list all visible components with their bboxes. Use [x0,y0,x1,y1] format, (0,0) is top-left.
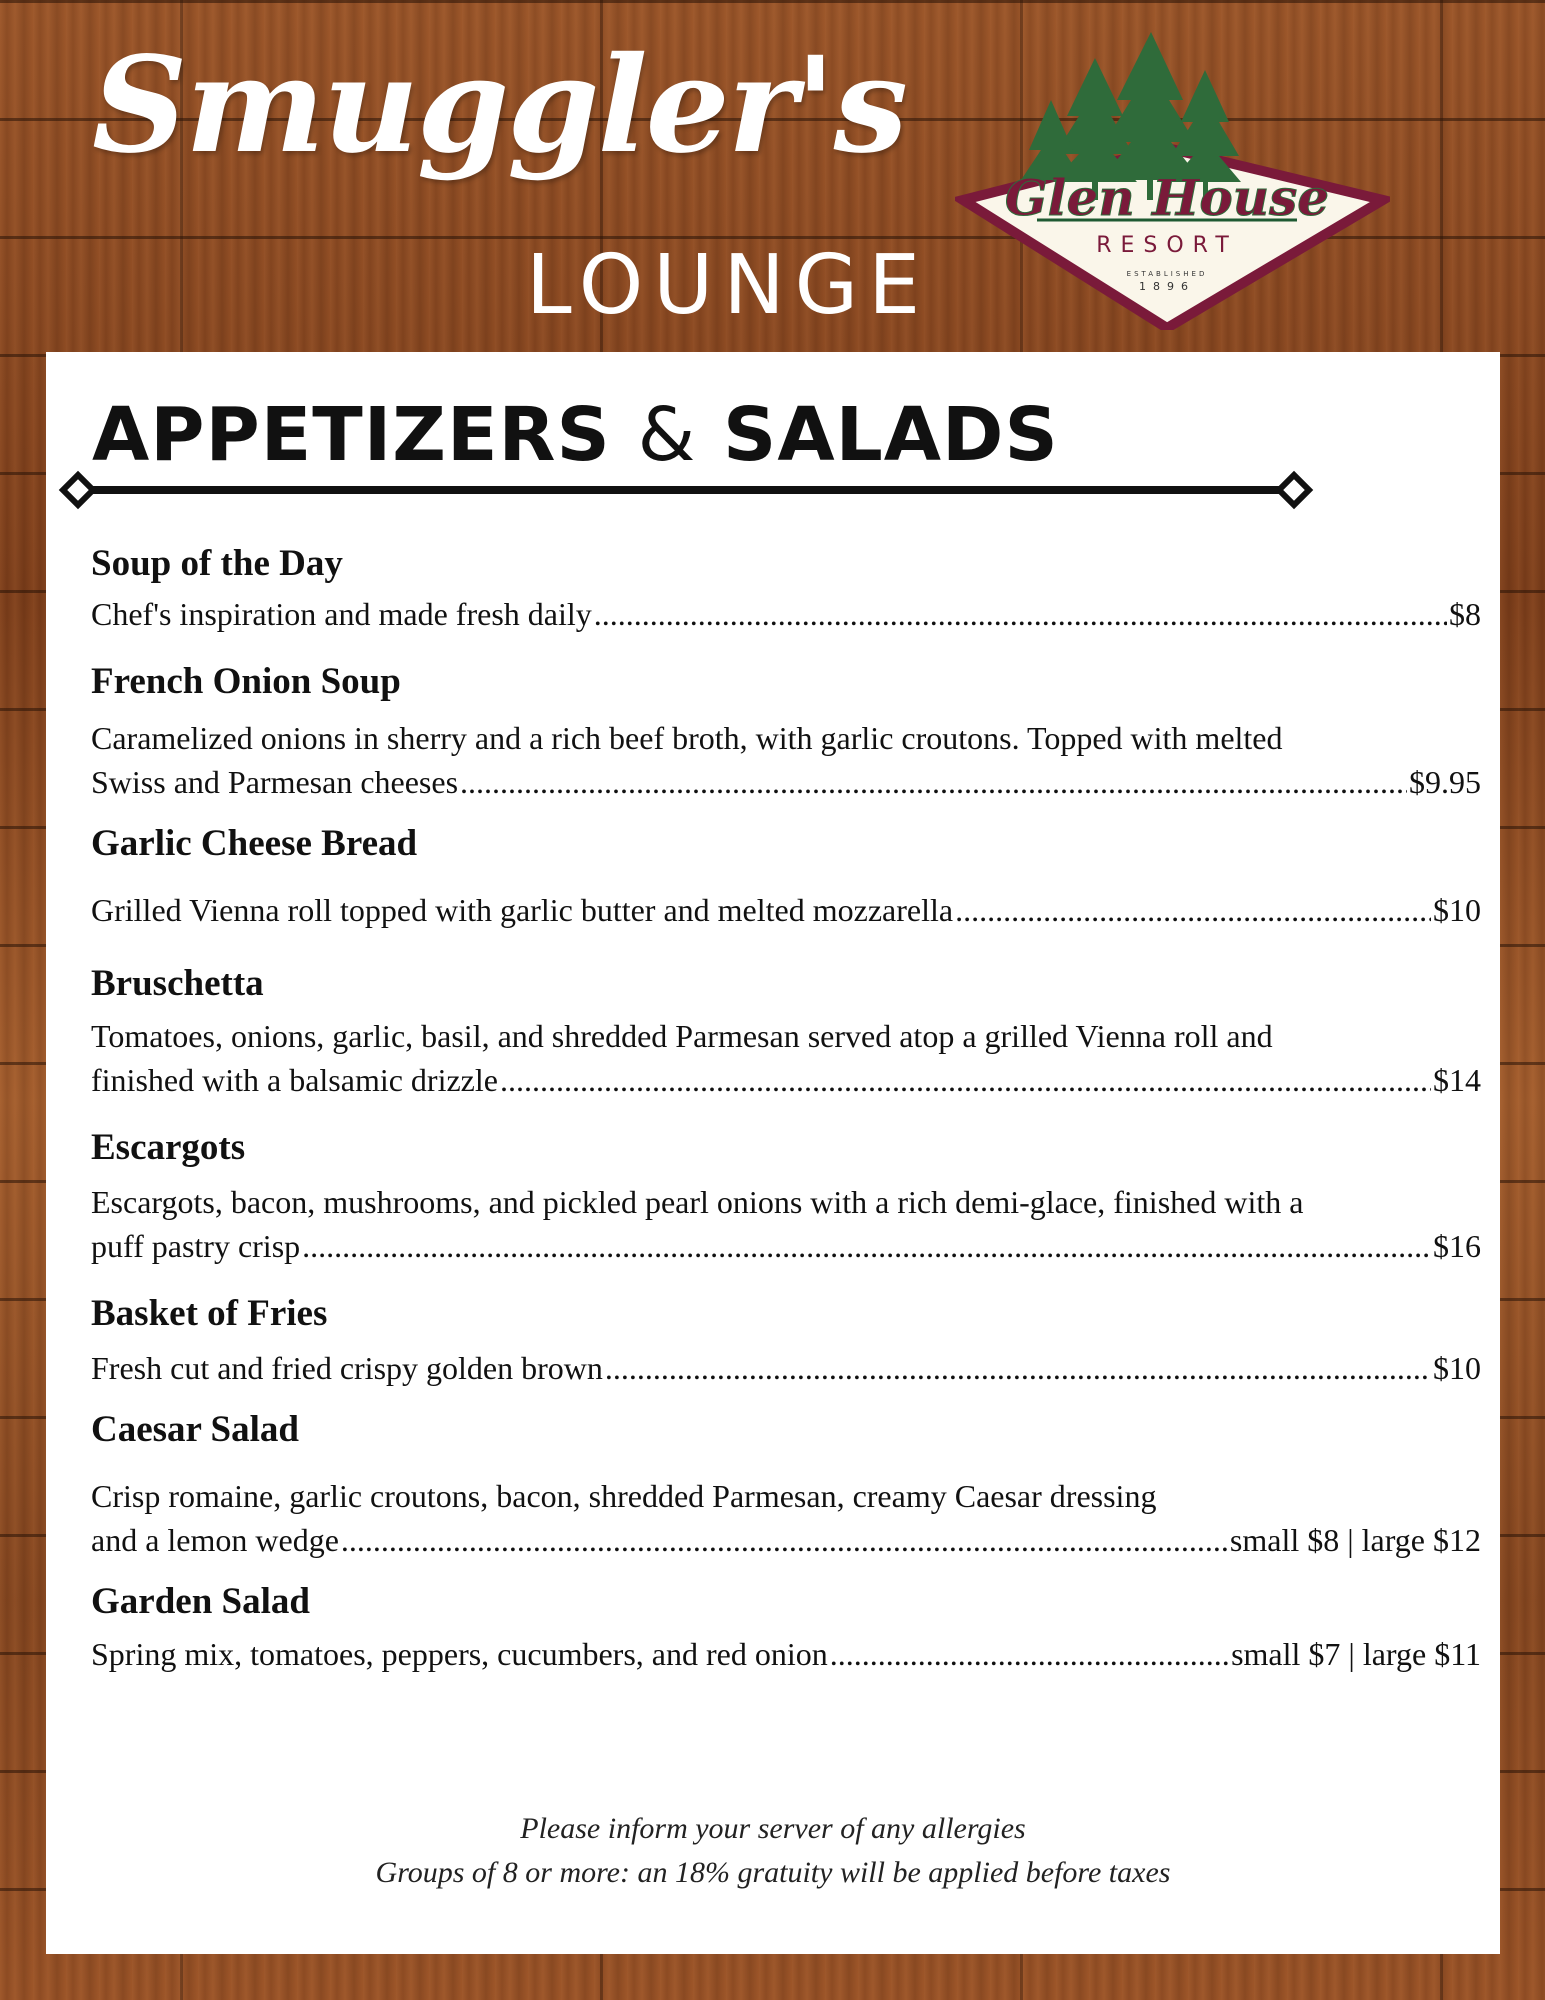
heading-ampersand: & [637,392,697,478]
dot-leader [955,890,1431,930]
menu-item-description [91,890,1481,930]
menu-item [91,962,1481,1126]
dot-leader [594,594,1447,634]
menu-item-price: $16 [1433,1228,1481,1264]
section-heading [92,392,1059,478]
menu-item-name: Bruschetta [91,963,264,1004]
glen-house-logo [955,30,1390,330]
menu-item-text: Chef's inspiration and made fresh daily [91,596,592,632]
menu-items-list [91,542,1481,1690]
dot-leader [460,762,1407,802]
menu-item [91,660,1481,822]
menu-card [46,352,1500,1954]
menu-item [91,1580,1481,1690]
menu-item-name: Basket of Fries [91,1293,328,1334]
menu-item-name: Garlic Cheese Bread [91,823,418,864]
menu-item-text: puff pastry crisp [91,1228,301,1264]
menu-item-price: small $7 | large $11 [1231,1636,1481,1672]
menu-item-name: Soup of the Day [91,543,343,584]
menu-item-name: Escargots [91,1127,246,1168]
menu-item-description-line: Tomatoes, onions, garlic, basil, and shredded Parmesan served atop a grilled Vienna roll and [91,1018,1273,1054]
menu-item-text: Swiss and Parmesan cheeses [91,764,459,800]
menu-item-text: Spring mix, tomatoes, peppers, cucumbers, and red onion [91,1636,828,1672]
menu-item-name: French Onion Soup [91,661,401,702]
menu-item-price: $10 [1433,892,1481,928]
logo-name: Glen House [1004,168,1330,227]
menu-item-description [91,762,1481,802]
menu-item [91,542,1481,660]
menu-item-text: Fresh cut and fried crispy golden brown [91,1350,603,1386]
menu-item-description-line: Crisp romaine, garlic croutons, bacon, shredded Parmesan, creamy Caesar dressing [91,1478,1157,1514]
menu-item-price: small $8 | large $12 [1229,1522,1481,1558]
menu-item [91,822,1481,962]
menu-item-description [91,594,1481,634]
menu-item-price: $9.95 [1409,764,1481,800]
lounge-name-script: Smuggler's [92,28,906,183]
logo-established-label: ESTABLISHED [1126,270,1208,278]
dot-leader [341,1520,1228,1560]
footer-allergy-note: Please inform your server of any allergies [520,1812,1026,1845]
menu-item-name: Caesar Salad [91,1409,299,1450]
dot-leader [500,1060,1431,1100]
dot-leader [830,1634,1229,1674]
divider-right-diamond [1279,475,1309,505]
menu-item-price: $10 [1433,1350,1481,1386]
menu-item-description [91,1348,1481,1388]
menu-item-text: Grilled Vienna roll topped with garlic butter and melted mozzarella [91,892,954,928]
menu-item [91,1126,1481,1292]
menu-item-description-line: Caramelized onions in sherry and a rich beef broth, with garlic croutons. Topped with melted [91,720,1283,756]
menu-item-text: finished with a balsamic drizzle [91,1062,498,1098]
menu-item-text: and a lemon wedge [91,1522,339,1558]
menu-item-price: $14 [1433,1062,1481,1098]
lounge-subtitle: LOUNGE [526,238,931,333]
menu-item-description [91,1634,1481,1674]
footer-gratuity-note: Groups of 8 or more: an 18% gratuity will be applied before taxes [375,1856,1171,1889]
dot-leader [605,1348,1431,1388]
divider-left-diamond [63,475,93,505]
menu-item-name: Garden Salad [91,1581,310,1622]
menu-item-description [91,1060,1481,1100]
menu-item-description [91,1226,1481,1266]
menu-item [91,1408,1481,1580]
logo-established-year: 1896 [1139,280,1195,293]
menu-item-description-line: Escargots, bacon, mushrooms, and pickled pearl onions with a rich demi-glace, finished with a [91,1184,1304,1220]
menu-item-price: $8 [1449,596,1481,632]
heading-divider [58,470,1314,510]
dot-leader [302,1226,1431,1266]
heading-salads: SALADS [723,392,1059,478]
logo-resort: RESORT [1096,233,1238,258]
menu-item [91,1292,1481,1408]
heading-appetizers: APPETIZERS [92,392,611,478]
menu-item-description [91,1520,1481,1560]
